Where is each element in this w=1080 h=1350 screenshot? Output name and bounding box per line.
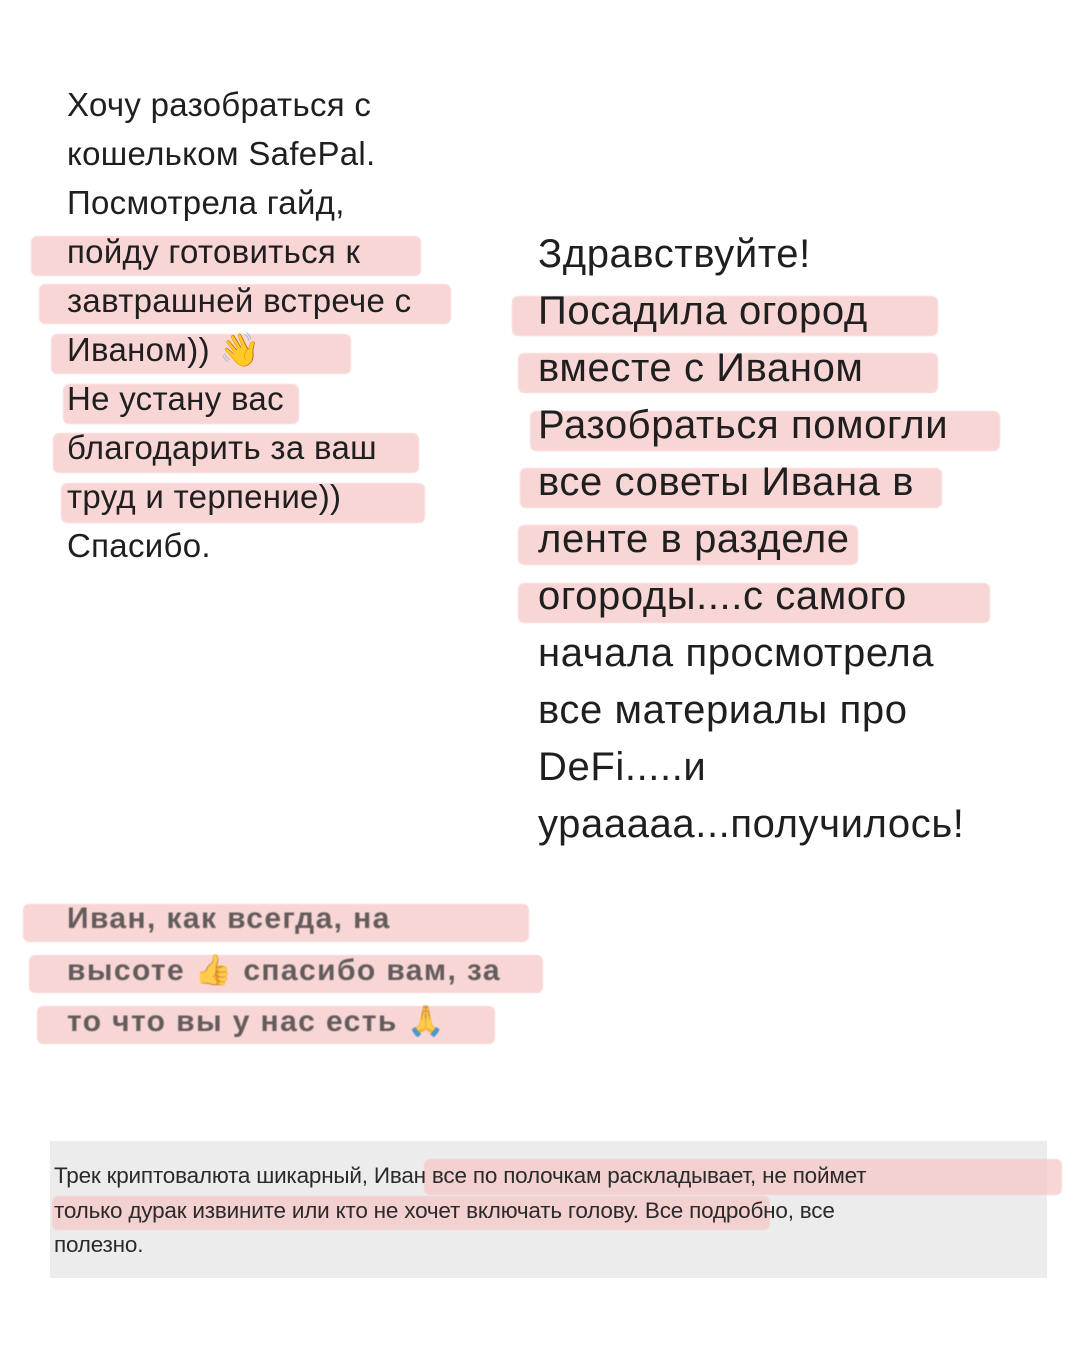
review-line: Иван, как всегда, на xyxy=(67,902,391,935)
review-line: Разобраться помогли xyxy=(538,403,949,447)
review-right xyxy=(538,232,1038,872)
review-line: пойду готовиться к xyxy=(67,233,361,270)
review-line: Хочу разобраться с xyxy=(67,86,372,123)
review-left xyxy=(67,86,487,576)
review-fourth-card xyxy=(50,1141,1047,1278)
review-line: высоте 👍 спасибо вам, за xyxy=(67,954,501,987)
review-line: Трек криптовалюта шикарный, Иван все по полочкам раскладывает, не поймет xyxy=(54,1163,867,1188)
review-line: DeFi.....и xyxy=(538,745,707,789)
review-line: начала просмотрела xyxy=(538,631,935,675)
review-line: огороды....с самого xyxy=(538,574,907,618)
review-line: кошельком SafePal. xyxy=(67,135,376,172)
review-line: вместе с Иваном xyxy=(538,346,864,390)
review-line: Посадила огород xyxy=(538,289,868,333)
review-line: урааааа...получилось! xyxy=(538,802,965,846)
review-line: только дурак извините или кто не хочет включать голову. Все подробно, все xyxy=(54,1198,835,1223)
review-line: все советы Ивана в xyxy=(538,460,915,504)
review-line: Иваном)) 👋 xyxy=(67,331,261,368)
review-line: полезно. xyxy=(54,1232,144,1257)
review-line: Не устану вас xyxy=(67,380,284,417)
review-line: Посмотрела гайд, xyxy=(67,184,345,221)
review-third xyxy=(67,900,567,1050)
review-line: то что вы у нас есть 🙏 xyxy=(67,1005,447,1038)
review-line: труд и терпение)) xyxy=(67,478,342,515)
review-line: Спасибо. xyxy=(67,527,211,564)
review-line: все материалы про xyxy=(538,688,908,732)
review-line: завтрашней встрече с xyxy=(67,282,412,319)
review-line: благодарить за ваш xyxy=(67,429,377,466)
review-line: Здравствуйте! xyxy=(538,232,811,276)
review-line: ленте в разделе xyxy=(538,517,850,561)
